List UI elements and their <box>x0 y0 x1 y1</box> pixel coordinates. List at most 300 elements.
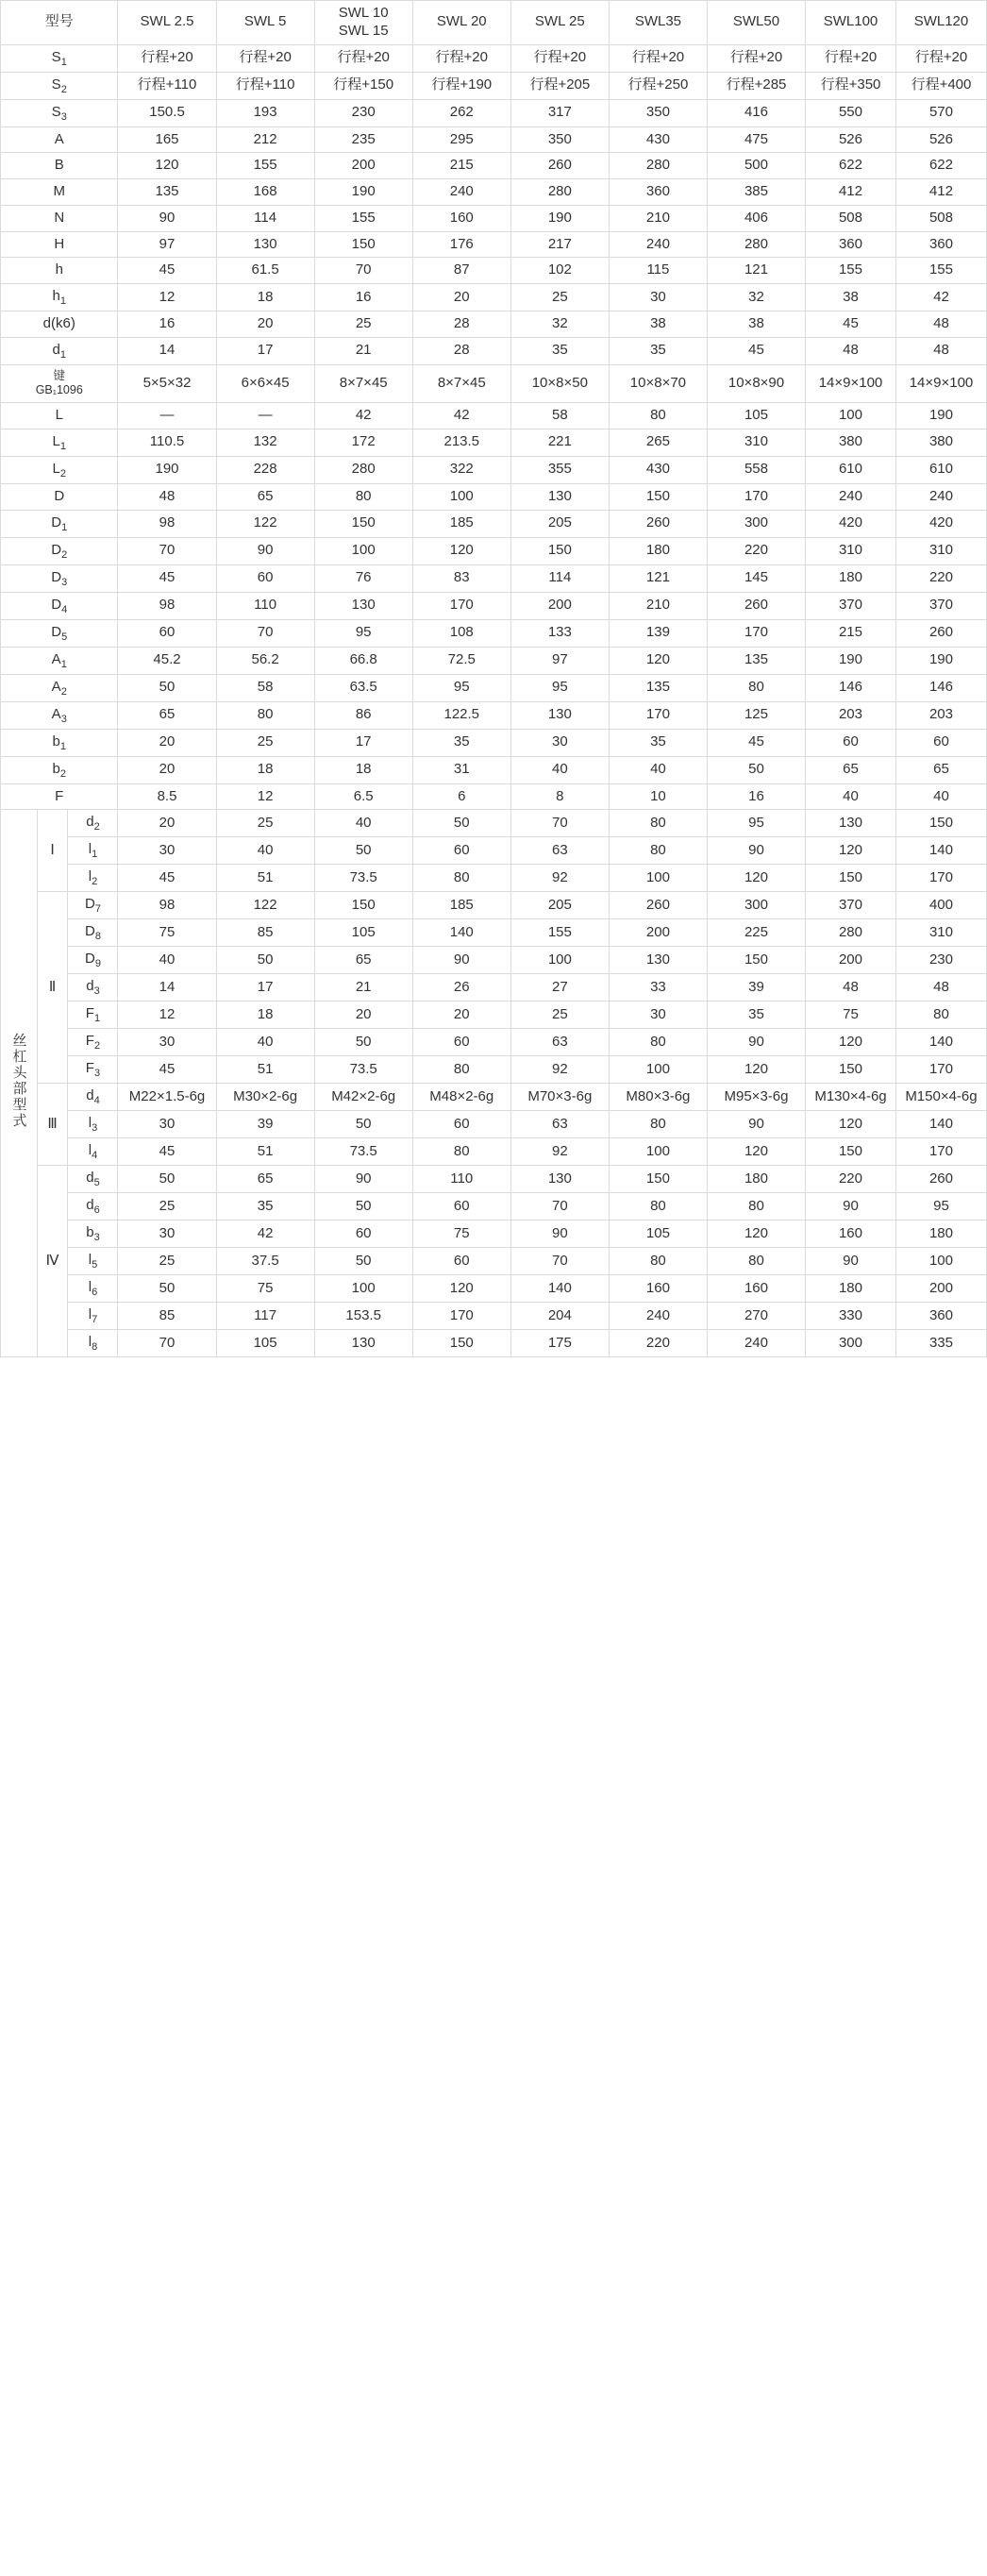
table-cell: 92 <box>510 1138 609 1166</box>
table-cell: 12 <box>118 1002 216 1029</box>
model-header-cell: SWL 5 <box>216 1 314 45</box>
table-cell: 60 <box>118 619 216 647</box>
table-cell: 170 <box>707 619 805 647</box>
table-row <box>1 1248 987 1275</box>
table-cell: 85 <box>118 1303 216 1330</box>
table-cell: 50 <box>118 1275 216 1303</box>
table-cell: 31 <box>412 756 510 783</box>
table-cell: 42 <box>314 403 412 429</box>
table-cell: 70 <box>510 810 609 837</box>
table-cell: 130 <box>510 701 609 729</box>
model-header-cell: SWL 10 SWL 15 <box>314 1 412 45</box>
table-cell: 30 <box>609 1002 707 1029</box>
table-cell: 114 <box>216 205 314 231</box>
table-cell: 14×9×100 <box>806 364 896 402</box>
table-cell: 300 <box>707 892 805 919</box>
table-header-row <box>1 1 987 45</box>
table-cell: 28 <box>412 311 510 338</box>
table-cell: 45 <box>806 311 896 338</box>
table-cell: 310 <box>707 429 805 456</box>
row-label: $D_5$ <box>1 619 118 647</box>
row-label: $S_1$ <box>1 44 118 72</box>
row-label: H <box>1 231 118 258</box>
table-row <box>1 126 987 153</box>
table-cell: 120 <box>412 537 510 564</box>
table-cell: 110.5 <box>118 429 216 456</box>
table-cell: 10×8×90 <box>707 364 805 402</box>
table-cell: 73.5 <box>314 1056 412 1084</box>
table-cell: 10×8×70 <box>609 364 707 402</box>
table-cell: 27 <box>510 974 609 1002</box>
table-cell: M22×1.5-6g <box>118 1084 216 1111</box>
table-cell: 526 <box>895 126 986 153</box>
table-cell: 105 <box>609 1221 707 1248</box>
row-label: $F_1$ <box>68 1002 118 1029</box>
table-cell: 61.5 <box>216 258 314 284</box>
table-cell: 150 <box>806 865 896 892</box>
table-cell: 90 <box>707 1111 805 1138</box>
table-cell: 60 <box>412 1248 510 1275</box>
table-cell: 150 <box>707 947 805 974</box>
table-cell: 215 <box>412 153 510 179</box>
table-cell: 25 <box>216 729 314 756</box>
table-cell: 280 <box>314 456 412 483</box>
table-cell: 235 <box>314 126 412 153</box>
table-cell: 105 <box>216 1330 314 1357</box>
table-cell: 300 <box>707 510 805 537</box>
table-cell: 135 <box>609 674 707 701</box>
table-cell: 86 <box>314 701 412 729</box>
table-cell: 200 <box>806 947 896 974</box>
table-cell: 115 <box>609 258 707 284</box>
row-label: $b_2$ <box>1 756 118 783</box>
table-row <box>1 947 987 974</box>
table-cell: 260 <box>895 1166 986 1193</box>
table-cell: 322 <box>412 456 510 483</box>
table-cell: 38 <box>806 284 896 311</box>
table-cell: 133 <box>510 619 609 647</box>
table-cell: 193 <box>216 99 314 126</box>
table-cell: 240 <box>707 1330 805 1357</box>
table-cell: 35 <box>707 1002 805 1029</box>
table-cell: 130 <box>314 592 412 619</box>
table-cell: 40 <box>216 837 314 865</box>
table-cell: 42 <box>412 403 510 429</box>
table-cell: 180 <box>806 564 896 592</box>
table-cell: 100 <box>314 537 412 564</box>
table-cell: 40 <box>895 783 986 810</box>
table-cell: 50 <box>314 1111 412 1138</box>
table-cell: 行程+20 <box>609 44 707 72</box>
table-cell: 102 <box>510 258 609 284</box>
table-cell: 139 <box>609 619 707 647</box>
table-cell: 10×8×50 <box>510 364 609 402</box>
row-label: $d_2$ <box>68 810 118 837</box>
table-cell: 280 <box>609 153 707 179</box>
table-cell: 80 <box>609 1193 707 1221</box>
table-cell: 220 <box>609 1330 707 1357</box>
table-cell: 70 <box>216 619 314 647</box>
table-cell: 100 <box>510 947 609 974</box>
row-label: L <box>1 403 118 429</box>
table-row <box>1 483 987 510</box>
table-cell: 155 <box>806 258 896 284</box>
table-cell: 240 <box>412 179 510 206</box>
table-cell: 120 <box>707 1138 805 1166</box>
table-cell: 12 <box>216 783 314 810</box>
table-row <box>1 72 987 99</box>
table-cell: 6×6×45 <box>216 364 314 402</box>
table-cell: 51 <box>216 1138 314 1166</box>
table-cell: 行程+110 <box>118 72 216 99</box>
table-cell: 35 <box>510 337 609 364</box>
table-cell: 16 <box>707 783 805 810</box>
table-cell: 155 <box>216 153 314 179</box>
table-cell: 90 <box>806 1193 896 1221</box>
table-row <box>1 1330 987 1357</box>
table-cell: 120 <box>806 1029 896 1056</box>
table-cell: 行程+250 <box>609 72 707 99</box>
table-cell: 70 <box>118 537 216 564</box>
table-cell: 63 <box>510 837 609 865</box>
table-cell: 190 <box>510 205 609 231</box>
table-cell: 25 <box>216 810 314 837</box>
table-cell: 508 <box>895 205 986 231</box>
table-cell: 30 <box>609 284 707 311</box>
table-cell: 175 <box>510 1330 609 1357</box>
table-cell: 行程+20 <box>216 44 314 72</box>
table-cell: 98 <box>118 592 216 619</box>
table-cell: M150×4-6g <box>895 1084 986 1111</box>
table-cell: 350 <box>609 99 707 126</box>
table-cell: 300 <box>806 1330 896 1357</box>
table-cell: 240 <box>895 483 986 510</box>
table-cell: 45 <box>707 337 805 364</box>
table-cell: 120 <box>707 865 805 892</box>
table-cell: 120 <box>806 837 896 865</box>
table-cell: 155 <box>510 919 609 947</box>
table-cell: 8×7×45 <box>314 364 412 402</box>
table-cell: 100 <box>609 865 707 892</box>
table-cell: 420 <box>806 510 896 537</box>
table-cell: 146 <box>895 674 986 701</box>
table-cell: 146 <box>806 674 896 701</box>
table-cell: 18 <box>314 756 412 783</box>
table-cell: 75 <box>806 1002 896 1029</box>
table-cell: 360 <box>609 179 707 206</box>
table-cell: 380 <box>895 429 986 456</box>
table-cell: 100 <box>314 1275 412 1303</box>
table-cell: 39 <box>216 1111 314 1138</box>
table-cell: 行程+205 <box>510 72 609 99</box>
table-cell: 610 <box>895 456 986 483</box>
table-cell: 330 <box>806 1303 896 1330</box>
model-header-cell: SWL 20 <box>412 1 510 45</box>
row-label: $D_4$ <box>1 592 118 619</box>
row-label: $A_1$ <box>1 647 118 674</box>
table-cell: 170 <box>412 1303 510 1330</box>
table-cell: 80 <box>412 1056 510 1084</box>
table-cell: 110 <box>412 1166 510 1193</box>
table-cell: 35 <box>609 729 707 756</box>
table-cell: 170 <box>412 592 510 619</box>
table-cell: 140 <box>895 1111 986 1138</box>
table-row <box>1 153 987 179</box>
table-cell: 150 <box>314 892 412 919</box>
table-row <box>1 1193 987 1221</box>
table-row <box>1 510 987 537</box>
table-cell: 120 <box>707 1056 805 1084</box>
table-row <box>1 537 987 564</box>
models-header: 型号 <box>1 1 118 45</box>
row-label: $l_3$ <box>68 1111 118 1138</box>
row-label: $L_2$ <box>1 456 118 483</box>
table-cell: 30 <box>118 1221 216 1248</box>
table-row <box>1 1084 987 1111</box>
row-label: $D_9$ <box>68 947 118 974</box>
row-label: $l_8$ <box>68 1330 118 1357</box>
table-row <box>1 674 987 701</box>
screw-head-type-group-label: 丝杠头部型式 <box>1 810 38 1357</box>
table-cell: 260 <box>707 592 805 619</box>
table-row <box>1 892 987 919</box>
row-label: d(k6) <box>1 311 118 338</box>
table-cell: 400 <box>895 892 986 919</box>
table-cell: 18 <box>216 756 314 783</box>
table-cell: 95 <box>707 810 805 837</box>
table-row <box>1 647 987 674</box>
table-row <box>1 231 987 258</box>
table-cell: M42×2-6g <box>314 1084 412 1111</box>
table-cell: 21 <box>314 337 412 364</box>
table-cell: 26 <box>412 974 510 1002</box>
table-cell: 40 <box>510 756 609 783</box>
table-cell: 120 <box>609 647 707 674</box>
table-cell: 80 <box>609 403 707 429</box>
table-cell: 60 <box>806 729 896 756</box>
table-cell: 135 <box>707 647 805 674</box>
table-cell: 170 <box>895 1056 986 1084</box>
table-cell: 40 <box>806 783 896 810</box>
table-cell: 130 <box>510 483 609 510</box>
table-row <box>1 337 987 364</box>
table-cell: 80 <box>609 1111 707 1138</box>
row-label: $l_6$ <box>68 1275 118 1303</box>
table-row <box>1 1056 987 1084</box>
table-cell: M48×2-6g <box>412 1084 510 1111</box>
table-cell: 70 <box>314 258 412 284</box>
table-cell: 90 <box>412 947 510 974</box>
table-cell: 56.2 <box>216 647 314 674</box>
table-cell: 30 <box>510 729 609 756</box>
table-row <box>1 403 987 429</box>
table-cell: 70 <box>510 1248 609 1275</box>
table-cell: 18 <box>216 1002 314 1029</box>
table-cell: 65 <box>216 483 314 510</box>
table-cell: 80 <box>314 483 412 510</box>
table-cell: 221 <box>510 429 609 456</box>
table-cell: 265 <box>609 429 707 456</box>
table-cell: 140 <box>895 1029 986 1056</box>
model-header-cell: SWL50 <box>707 1 805 45</box>
table-cell: 50 <box>118 1166 216 1193</box>
table-cell: 121 <box>609 564 707 592</box>
table-cell: 180 <box>707 1166 805 1193</box>
row-label: D <box>1 483 118 510</box>
table-cell: 210 <box>609 205 707 231</box>
table-cell: 65 <box>314 947 412 974</box>
table-cell: 48 <box>118 483 216 510</box>
table-cell: 160 <box>609 1275 707 1303</box>
table-cell: 90 <box>707 1029 805 1056</box>
row-label: $l_1$ <box>68 837 118 865</box>
table-cell: 180 <box>806 1275 896 1303</box>
table-cell: 50 <box>412 810 510 837</box>
table-cell: — <box>216 403 314 429</box>
table-row <box>1 592 987 619</box>
row-label: $b_3$ <box>68 1221 118 1248</box>
table-cell: 260 <box>609 892 707 919</box>
table-cell: 45 <box>118 1056 216 1084</box>
table-cell: 160 <box>707 1275 805 1303</box>
table-cell: 385 <box>707 179 805 206</box>
table-row <box>1 919 987 947</box>
table-cell: 260 <box>510 153 609 179</box>
table-cell: 5×5×32 <box>118 364 216 402</box>
table-cell: 260 <box>895 619 986 647</box>
table-cell: 72.5 <box>412 647 510 674</box>
table-cell: 215 <box>806 619 896 647</box>
table-row <box>1 179 987 206</box>
table-cell: 20 <box>412 284 510 311</box>
table-cell: 35 <box>216 1193 314 1221</box>
table-cell: 90 <box>118 205 216 231</box>
table-row <box>1 99 987 126</box>
row-label: $l_4$ <box>68 1138 118 1166</box>
table-cell: 40 <box>118 947 216 974</box>
table-cell: 160 <box>412 205 510 231</box>
table-cell: 335 <box>895 1330 986 1357</box>
table-cell: 50 <box>314 837 412 865</box>
table-row <box>1 1275 987 1303</box>
table-cell: 121 <box>707 258 805 284</box>
table-cell: 80 <box>707 1248 805 1275</box>
table-cell: 80 <box>609 810 707 837</box>
row-label: $A_3$ <box>1 701 118 729</box>
table-cell: 205 <box>510 510 609 537</box>
table-cell: 38 <box>707 311 805 338</box>
table-cell: 430 <box>609 456 707 483</box>
table-cell: 200 <box>609 919 707 947</box>
row-label: $F_2$ <box>68 1029 118 1056</box>
table-row <box>1 1166 987 1193</box>
table-cell: 120 <box>118 153 216 179</box>
table-cell: 50 <box>707 756 805 783</box>
table-cell: 122 <box>216 892 314 919</box>
table-cell: 63.5 <box>314 674 412 701</box>
table-cell: 140 <box>510 1275 609 1303</box>
table-cell: 150 <box>510 537 609 564</box>
table-cell: 95 <box>895 1193 986 1221</box>
table-cell: 8 <box>510 783 609 810</box>
table-cell: 140 <box>895 837 986 865</box>
table-cell: 100 <box>412 483 510 510</box>
group-roman-label: Ⅰ <box>37 810 68 892</box>
table-cell: 65 <box>118 701 216 729</box>
table-row <box>1 837 987 865</box>
table-cell: 65 <box>895 756 986 783</box>
table-cell: 60 <box>314 1221 412 1248</box>
table-cell: 475 <box>707 126 805 153</box>
table-row <box>1 456 987 483</box>
table-cell: 280 <box>707 231 805 258</box>
table-cell: 145 <box>707 564 805 592</box>
table-cell: 130 <box>314 1330 412 1357</box>
table-cell: 8.5 <box>118 783 216 810</box>
table-cell: 45 <box>118 1138 216 1166</box>
table-cell: 32 <box>707 284 805 311</box>
table-cell: 48 <box>895 974 986 1002</box>
table-cell: 140 <box>412 919 510 947</box>
table-cell: 37.5 <box>216 1248 314 1275</box>
table-cell: 153.5 <box>314 1303 412 1330</box>
table-cell: 105 <box>314 919 412 947</box>
row-label: $d_6$ <box>68 1193 118 1221</box>
table-cell: 170 <box>895 865 986 892</box>
table-cell: 130 <box>806 810 896 837</box>
table-row <box>1 783 987 810</box>
table-cell: 108 <box>412 619 510 647</box>
table-cell: 412 <box>806 179 896 206</box>
table-cell: 行程+190 <box>412 72 510 99</box>
table-cell: 14 <box>118 974 216 1002</box>
table-row <box>1 1029 987 1056</box>
row-label: $b_1$ <box>1 729 118 756</box>
table-cell: 60 <box>895 729 986 756</box>
table-cell: 310 <box>806 537 896 564</box>
table-cell: 25 <box>118 1248 216 1275</box>
table-cell: 217 <box>510 231 609 258</box>
table-cell: 45 <box>118 258 216 284</box>
table-cell: 310 <box>895 537 986 564</box>
table-cell: 122.5 <box>412 701 510 729</box>
table-cell: 行程+20 <box>412 44 510 72</box>
table-cell: 150 <box>806 1056 896 1084</box>
row-label: $D_1$ <box>1 510 118 537</box>
table-cell: 155 <box>314 205 412 231</box>
row-label: N <box>1 205 118 231</box>
table-cell: 25 <box>510 284 609 311</box>
table-cell: 610 <box>806 456 896 483</box>
table-cell: 280 <box>806 919 896 947</box>
table-cell: 120 <box>806 1111 896 1138</box>
row-label: B <box>1 153 118 179</box>
table-cell: 622 <box>895 153 986 179</box>
table-cell: 58 <box>510 403 609 429</box>
row-label: $d_5$ <box>68 1166 118 1193</box>
row-label: $l_7$ <box>68 1303 118 1330</box>
table-cell: 122 <box>216 510 314 537</box>
table-row <box>1 44 987 72</box>
table-cell: 190 <box>895 647 986 674</box>
table-row <box>1 1111 987 1138</box>
table-cell: 70 <box>118 1330 216 1357</box>
table-cell: 205 <box>510 892 609 919</box>
table-cell: 98 <box>118 892 216 919</box>
table-cell: 380 <box>806 429 896 456</box>
table-cell: 50 <box>314 1248 412 1275</box>
table-cell: 170 <box>895 1138 986 1166</box>
